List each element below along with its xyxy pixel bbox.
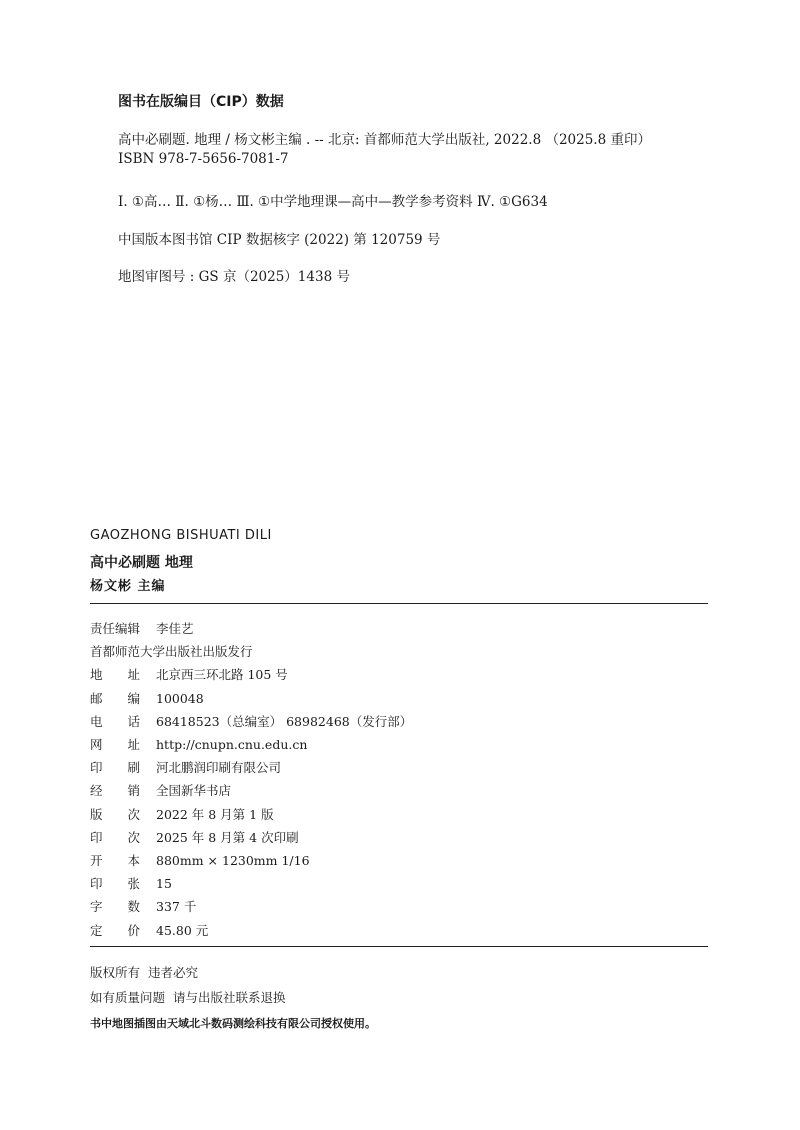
detail-value: 北京西三环北路 105 号 (156, 667, 288, 683)
detail-row (90, 921, 208, 939)
detail-value: 68418523（总编室） 68982468（发行部） (156, 713, 413, 729)
detail-label: 印 次 (90, 829, 141, 845)
map-review-number: 地图审图号 : GS 京（2025）1438 号 (118, 269, 350, 285)
top-divider (90, 603, 708, 604)
detail-row (90, 642, 253, 660)
detail-label: 经 销 (90, 783, 141, 799)
quality-label: 如有质量问题 (90, 990, 166, 1005)
detail-row (90, 665, 288, 683)
detail-value: 全国新华书店 (156, 783, 232, 799)
detail-value: 河北鹏润印刷有限公司 (156, 760, 282, 776)
detail-value: 首都师范大学出版社出版发行 (90, 644, 253, 660)
cip-isbn: ISBN 978-7-5656-7081-7 (118, 151, 289, 167)
cip-record-number: 中国版本图书馆 CIP 数据核字 (2022) 第 120759 号 (118, 232, 441, 248)
rights-notice (90, 963, 198, 981)
book-editor: 杨文彬 主编 (90, 579, 166, 594)
detail-value: 45.80 元 (156, 922, 209, 938)
detail-label: 版 次 (90, 806, 141, 822)
detail-label: 字 数 (90, 899, 141, 915)
detail-label: 开 本 (90, 853, 141, 868)
detail-row (90, 781, 231, 799)
detail-value: 880mm × 1230mm 1/16 (156, 853, 310, 868)
cip-heading: 图书在版编目（CIP）数据 (118, 94, 284, 110)
detail-row (90, 758, 281, 776)
detail-label: 印 张 (90, 876, 141, 892)
detail-label: 地 址 (90, 667, 141, 683)
detail-label: 电 话 (90, 713, 141, 729)
detail-row (90, 712, 412, 730)
detail-value: 2022 年 8 月第 1 版 (156, 806, 274, 822)
detail-value: 2025 年 8 月第 4 次印刷 (156, 829, 299, 845)
detail-row (90, 874, 172, 892)
detail-value: 100048 (156, 690, 204, 706)
bottom-divider (90, 946, 708, 947)
quality-value: 请与出版社联系退换 (173, 990, 286, 1005)
detail-label: 责任编辑 (90, 621, 141, 636)
detail-row (90, 828, 299, 846)
detail-label: 定 价 (90, 922, 141, 938)
detail-label: 网 址 (90, 737, 141, 752)
detail-value: http://cnupn.cnu.edu.cn (156, 737, 308, 752)
book-title-pinyin: GAOZHONG BISHUATI DILI (90, 528, 272, 543)
detail-value: 15 (156, 876, 172, 892)
detail-value: 李佳艺 (156, 621, 194, 636)
detail-row (90, 805, 274, 823)
cip-bibliographic-line: 高中必刷题. 地理 / 杨文彬主编 . -- 北京: 首都师范大学出版社, 2022.8 （2025.8 重印） (118, 132, 651, 148)
detail-label: 印 刷 (90, 760, 141, 776)
cip-classification: Ⅰ. ①高… Ⅱ. ①杨… Ⅲ. ①中学地理课—高中—教学参考资料 Ⅳ. ①G634 (118, 194, 548, 210)
detail-row (90, 619, 194, 637)
detail-label: 邮 编 (90, 690, 141, 706)
detail-row (90, 851, 310, 869)
rights-label: 版权所有 (90, 965, 141, 980)
detail-row (90, 897, 196, 915)
map-authorization-note: 书中地图插图由天域北斗数码测绘科技有限公司授权使用。 (90, 1017, 376, 1030)
quality-notice (90, 988, 286, 1006)
book-title: 高中必刷题 地理 (90, 555, 193, 571)
detail-row (90, 689, 204, 707)
detail-value: 337 千 (156, 899, 197, 915)
rights-value: 违者必究 (148, 965, 199, 980)
detail-row (90, 735, 307, 753)
